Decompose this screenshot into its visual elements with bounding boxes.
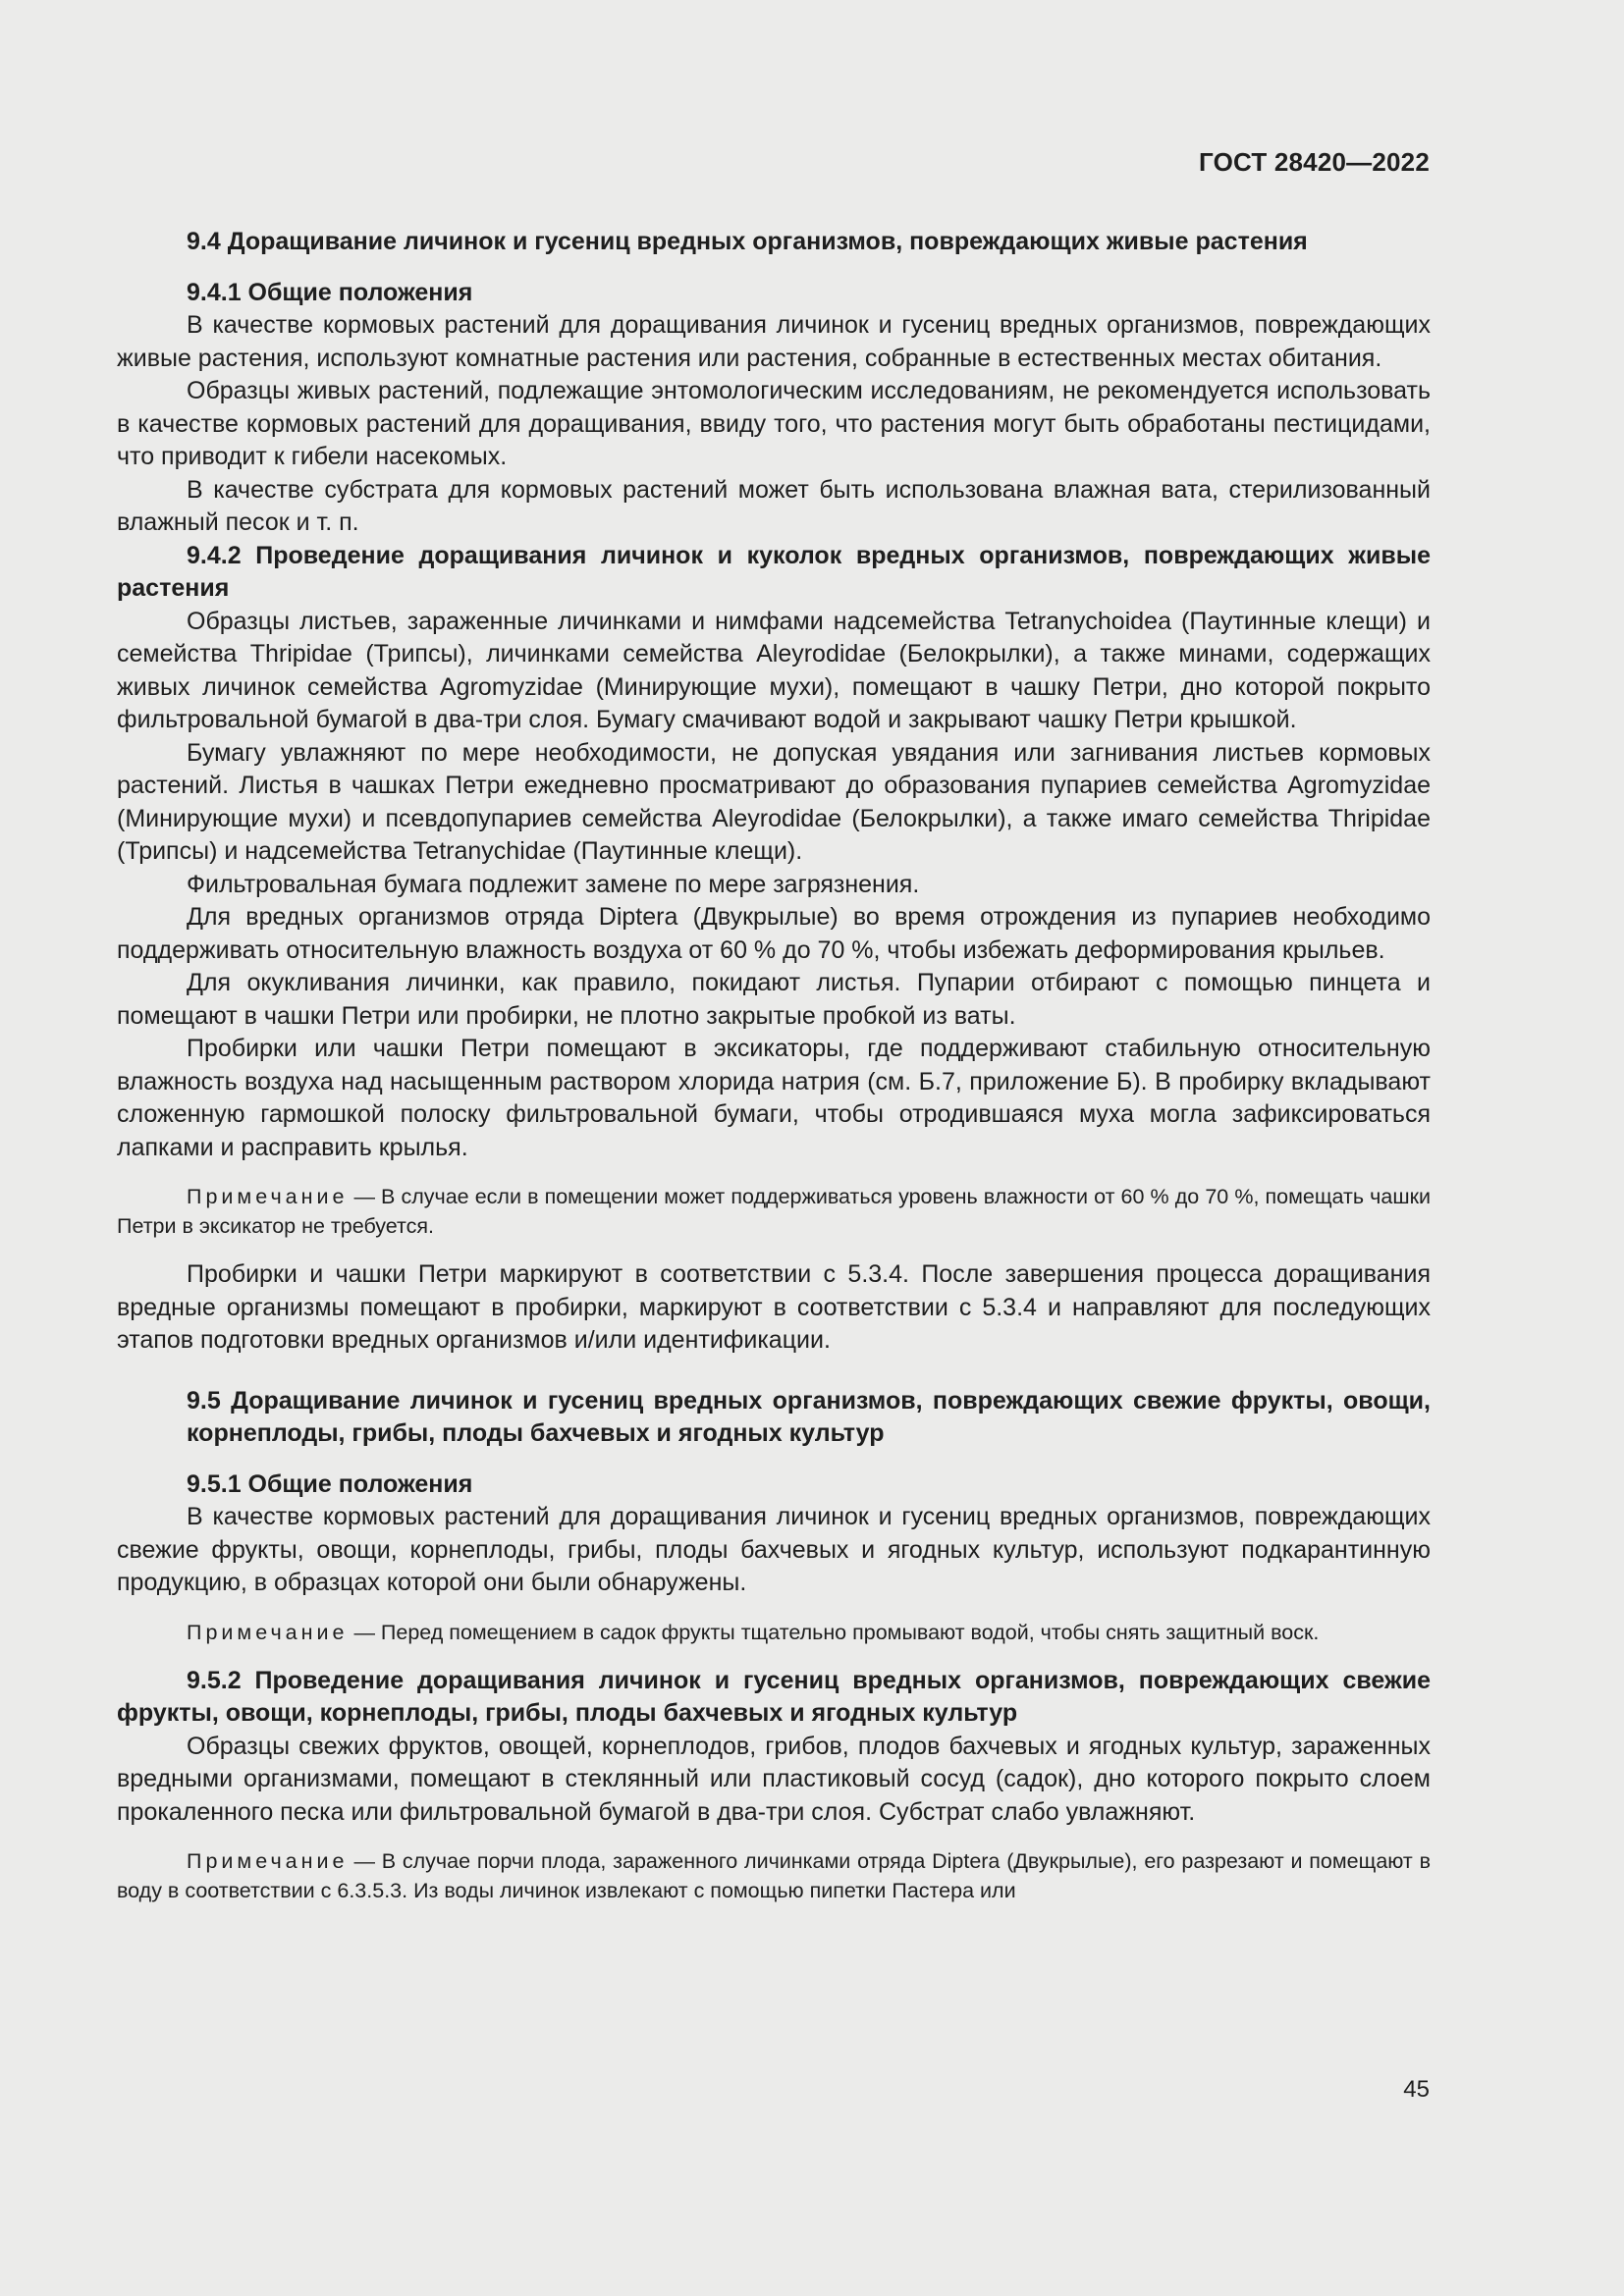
note xyxy=(117,1182,1431,1241)
paragraph: Для окукливания личинки, как правило, покидают листья. Пупарии отбирают с помощью пинцета и помещают в чашки Петри или пробирки, не плотно закрытые пробкой из ваты. xyxy=(117,969,1431,1030)
paragraph: В качестве субстрата для кормовых растений может быть использована влажная вата, стерилизованный влажный песок и т. п. xyxy=(117,475,1431,536)
section-9-5-title: 9.5 Доращивание личинок и гусениц вредных организмов, повреждающих свежие фрукты, овощи, корнеплоды, грибы, плоды бахчевых и ягодных культур xyxy=(187,1386,1431,1447)
paragraph: Образцы свежих фруктов, овощей, корнеплодов, грибов, плодов бахчевых и ягодных культур, зараженных вредными организмами, помещают в стеклянный или пластиковый сосуд (садок), дно которого покрыто слоем прокаленного песка или фильтровальной бумагой в два-три слоя. Субстрат слабо увлажняют. xyxy=(117,1732,1431,1826)
paragraph: Образцы листьев, зараженные личинками и нимфами надсемейства Tetranychoidea (Паутинные клещи) и семейства Thripidae (Трипсы), личинками семейства Aleyrodidae (Белокрылки), а также минами, содержащих живых личинок семейства Agromyzidae (Минирующие мухи), помещают в чашку Петри, дно которой покрыто фильтровальной бумагой в два-три слоя. Бумагу смачивают водой и закрывают чашку Петри крышкой. xyxy=(117,607,1431,733)
paragraph: Образцы живых растений, подлежащие энтомологическим исследованиям, не рекомендуется использовать в качестве кормовых растений для доращивания, ввиду того, что растения могут быть обработаны пестицидами, что приводит к гибели насекомых. xyxy=(117,377,1431,470)
paragraph: Пробирки или чашки Петри помещают в эксикаторы, где поддерживают стабильную относительную влажность воздуха над насыщенным раствором хлорида натрия (см. Б.7, приложение Б). В пробирку вкладывают сложенную гармошкой полоску фильтровальной бумаги, чтобы отродившаяся муха могла зафиксироваться лапками и расправить крылья. xyxy=(117,1035,1431,1161)
note-text: — В случае порчи плода, зараженного личинками отряда Diptera (Двукрылые), его разрезают и помещают в воду в соответствии с 6.3.5.3. Из воды личинок извлекают с помощью пипетки Пастера или xyxy=(117,1849,1431,1902)
note xyxy=(117,1846,1431,1905)
section-9-4-2-title: 9.4.2 Проведение доращивания личинок и куколок вредных организмов, повреждающих живые растения xyxy=(117,541,1431,602)
page-number: 45 xyxy=(1403,2076,1430,2103)
standard-code-header: ГОСТ 28420—2022 xyxy=(1199,147,1430,177)
note-text: — Перед помещением в садок фрукты тщательно промывают водой, чтобы снять защитный воск. xyxy=(353,1620,1320,1644)
paragraph: В качестве кормовых растений для доращивания личинок и гусениц вредных организмов, повреждающих свежие фрукты, овощи, корнеплоды, грибы, плоды бахчевых и ягодных культур, используют подкарантинную продукцию, в образцах которой они были обнаружены. xyxy=(117,1503,1431,1596)
section-9-5-1-title: 9.5.1 Общие положения xyxy=(187,1469,473,1498)
note xyxy=(117,1618,1431,1647)
paragraph: В качестве кормовых растений для доращивания личинок и гусениц вредных организмов, повреждающих живые растения, используют комнатные растения или растения, собранные в естественных местах обитания. xyxy=(117,311,1431,372)
note-label: Примечание xyxy=(187,1849,349,1873)
section-9-5-2-title: 9.5.2 Проведение доращивания личинок и гусениц вредных организмов, повреждающих свежие фрукты, овощи, корнеплоды, грибы, плоды бахчевых и ягодных культур xyxy=(117,1666,1431,1727)
paragraph: Бумагу увлажняют по мере необходимости, не допуская увядания или загнивания листьев кормовых растений. Листья в чашках Петри ежедневно просматривают до образования пупариев семейства Agromyzidae (Минирующие мухи) и псевдопупариев семейства Aleyrodidae (Белокрылки), а также имаго семейства Thripidae (Трипсы) и надсемейства Tetranychidae (Паутинные клещи). xyxy=(117,738,1431,865)
note-label: Примечание xyxy=(187,1185,349,1208)
note-text: — В случае если в помещении может поддерживаться уровень влажности от 60 % до 70 %, помещать чашки Петри в эксикатор не требуется. xyxy=(117,1185,1431,1238)
paragraph: Для вредных организмов отряда Diptera (Двукрылые) во время отрождения из пупариев необходимо поддерживать относительную влажность воздуха от 60 % до 70 %, чтобы избежать деформирования крыльев. xyxy=(117,903,1431,964)
page-content xyxy=(117,226,1431,1905)
note-label: Примечание xyxy=(187,1620,349,1644)
paragraph: Пробирки и чашки Петри маркируют в соответствии с 5.3.4. После завершения процесса доращивания вредные организмы помещают в пробирки, маркируют в соответствии с 5.3.4 и направляют для последующих этапов подготовки вредных организмов и/или идентификации. xyxy=(117,1260,1431,1354)
section-9-4-title: 9.4 Доращивание личинок и гусениц вредных организмов, повреждающих живые растения xyxy=(187,228,1308,255)
section-9-4-1-title: 9.4.1 Общие положения xyxy=(187,278,473,306)
paragraph: Фильтровальная бумага подлежит замене по мере загрязнения. xyxy=(187,870,920,898)
